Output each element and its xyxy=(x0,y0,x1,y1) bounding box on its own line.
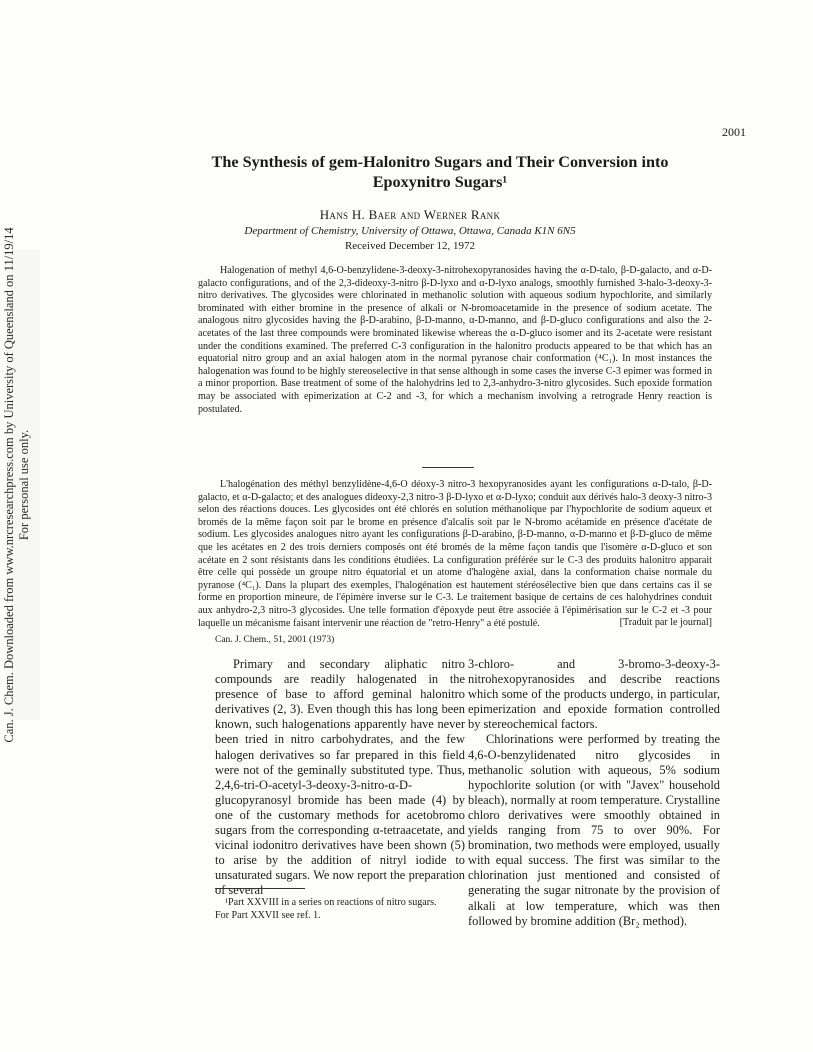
body-column-right xyxy=(468,657,720,929)
body-paragraph: Primary and secondary aliphatic nitro compounds are readily halogenated in the presence of base to afford geminal halonitro derivatives (2, 3). Even though this has long been known, such halogenations apparently have never been tried in nitro carbohydrates, and the few halogen derivatives so far prepared in this field were not of the geminally substituted type. Thus, 2,4,6-tri-O-acetyl-3-deoxy-3-nitro-α-D-glucopyranosyl bromide has been made (4) by one of the customary methods for acetobromo sugars from the corresponding α-tetraacetate, and vicinal iodonitro derivatives have been shown (5) to arise by the addition of nitryl iodide to unsaturated sugars. We now report the preparation of several xyxy=(215,657,465,898)
journal-citation: Can. J. Chem., 51, 2001 (1973) xyxy=(215,635,335,645)
title-line-1: The Synthesis of gem-Halonitro Sugars and Their Conversion into xyxy=(211,153,669,171)
body-paragraph: Chlorinations were performed by treating the 4,6-O-benzylidenated nitro glycosides in methanolic solution with aqueous, 5% sodium hypochlorite solution (or with "Javex" household bleach), normally at room temperature. Crystalline chloro derivatives were smoothly obtained in yields ranging from 75 to over 90%. For bromination, two methods were employed, usually with equal success. The first was similar to the chlorination just mentioned and consisted of generating the sugar nitronate by the provision of alkali at low temperature, which was then followed by bromine addition (Br₂ method). xyxy=(468,732,720,928)
affiliation: Department of Chemistry, University of Ottawa, Ottawa, Canada K1N 6N5 xyxy=(244,225,576,237)
footnote-rule xyxy=(215,888,305,889)
body-paragraph: 3-chloro- and 3-bromo-3-deoxy-3-nitrohexopyranosides and describe reactions which some of the products undergo, in particular, epimerization and epoxide formation controlled by stereochemical factors. xyxy=(468,657,720,732)
footnote-line-2: For Part XXVII see ref. 1. xyxy=(215,909,321,921)
footnote-line-1: ¹Part XXVIII in a series on reactions of nitro sugars. xyxy=(225,897,437,908)
abstract-french: L'halogénation des méthyl benzylidène-4,6-O déoxy-3 nitro-3 hexopyranosides ayant les configurations α-D-talo, β-D-galacto, et α-D-galacto; et des analogues dideoxy-2,3 nitro-3 β-D-lyxo et α-D-lyxo; conduit aux dérivés halo-3 deoxy-3 nitro-3 selon des réactions douces. Les glycosides ont été chlorés en solution méthanolique par l'hypochlorite de sodium aqueux et bromés de la même façon soit par le brome en présence d'alcalis soit par le N-bromo acétamide en présence d'acétate de sodium. Les glycosides analogues nitro ayant les configurations β-D-arabino, β-D-manno, α-D-manno et β-D-gluco de même que les acétates en 2 des trois derniers composés ont été bromés de la même façon tandis que l'isomère α-D-gluco et son acétate en 2 sont résistants dans les conditions étudiées. La configuration préférée sur le C-3 des produits halonitro apparait être celle qui possède un groupe nitro équatorial et un atome d'halogène axial, dans la conformation chaise normale du pyranose (⁴C₁). Dans la plupart des exemples, l'halogénation est hautement stéréosélective bien que dans certains cas il se forme en proportion mineure, de l'épimère inverse sur le C-3. Le traitement basique de certains de ces halohydrines conduit aux anhydro-2,3 nitro-3 glycosides. Une telle formation d'époxyde peut être associée à l'épimérisation sur le C-2 et -3 pour laquelle un mécanisme faisant intervenir une réaction de "retro-Henry" a été postulé. xyxy=(198,479,712,629)
translator-note: [Traduit par le journal] xyxy=(619,617,712,628)
article-title xyxy=(160,152,720,192)
download-notice-line: Can. J. Chem. Downloaded from www.nrcresearchpress.com by University of Queensland on 11/19/14 xyxy=(2,227,16,743)
page-number: 2001 xyxy=(722,125,746,139)
body-column-left xyxy=(215,657,465,899)
received-date: Received December 12, 1972 xyxy=(344,240,476,252)
footnote xyxy=(215,897,465,922)
title-line-2: Epoxynitro Sugars¹ xyxy=(372,173,508,191)
download-notice xyxy=(2,227,32,742)
abstract-english: Halogenation of methyl 4,6-O-benzylidene-3-deoxy-3-nitrohexopyranosides having the α-D-talo, β-D-galacto, and α-D-galacto configurations, and of the 2,3-dideoxy-3-nitro β-D-lyxo and α-D-lyxo analogs, smoothly furnished 3-halo-3-deoxy-3-nitro derivatives. The glycosides were chlorinated in methanolic solution with aqueous sodium hypochlorite, and similarly brominated with either bromine in the presence of alkali or N-bromoacetamide in the presence of sodium acetate. The analogous nitro glycosides having the β-D-arabino, β-D-manno, α-D-manno, and β-D-gluco configurations and also the 2-acetates of the last three compounds were brominated likewise whereas the α-D-gluco isomer and its 2-acetate were resistant under the conditions examined. The preferred C-3 configuration in the halonitro products appeared to be that which has an equatorial nitro group and an axial halogen atom in the normal pyranose chair conformation (⁴C₁). In most instances the halogenation was found to be highly stereoselective in that sense although in some cases the inverse C-3 epimer was formed in a minor proportion. Base treatment of some of the halohydrins led to 2,3-anhydro-3-nitro glycosides. Such epoxide formation may be associated with epimerization at C-2 and -3, for which a mechanism involving a retrograde Henry reaction is postulated. xyxy=(198,265,712,415)
abstract-separator xyxy=(422,467,474,468)
personal-use-line: For personal use only. xyxy=(17,429,31,541)
authors: Hans H. Baer and Werner Rank xyxy=(319,207,501,222)
